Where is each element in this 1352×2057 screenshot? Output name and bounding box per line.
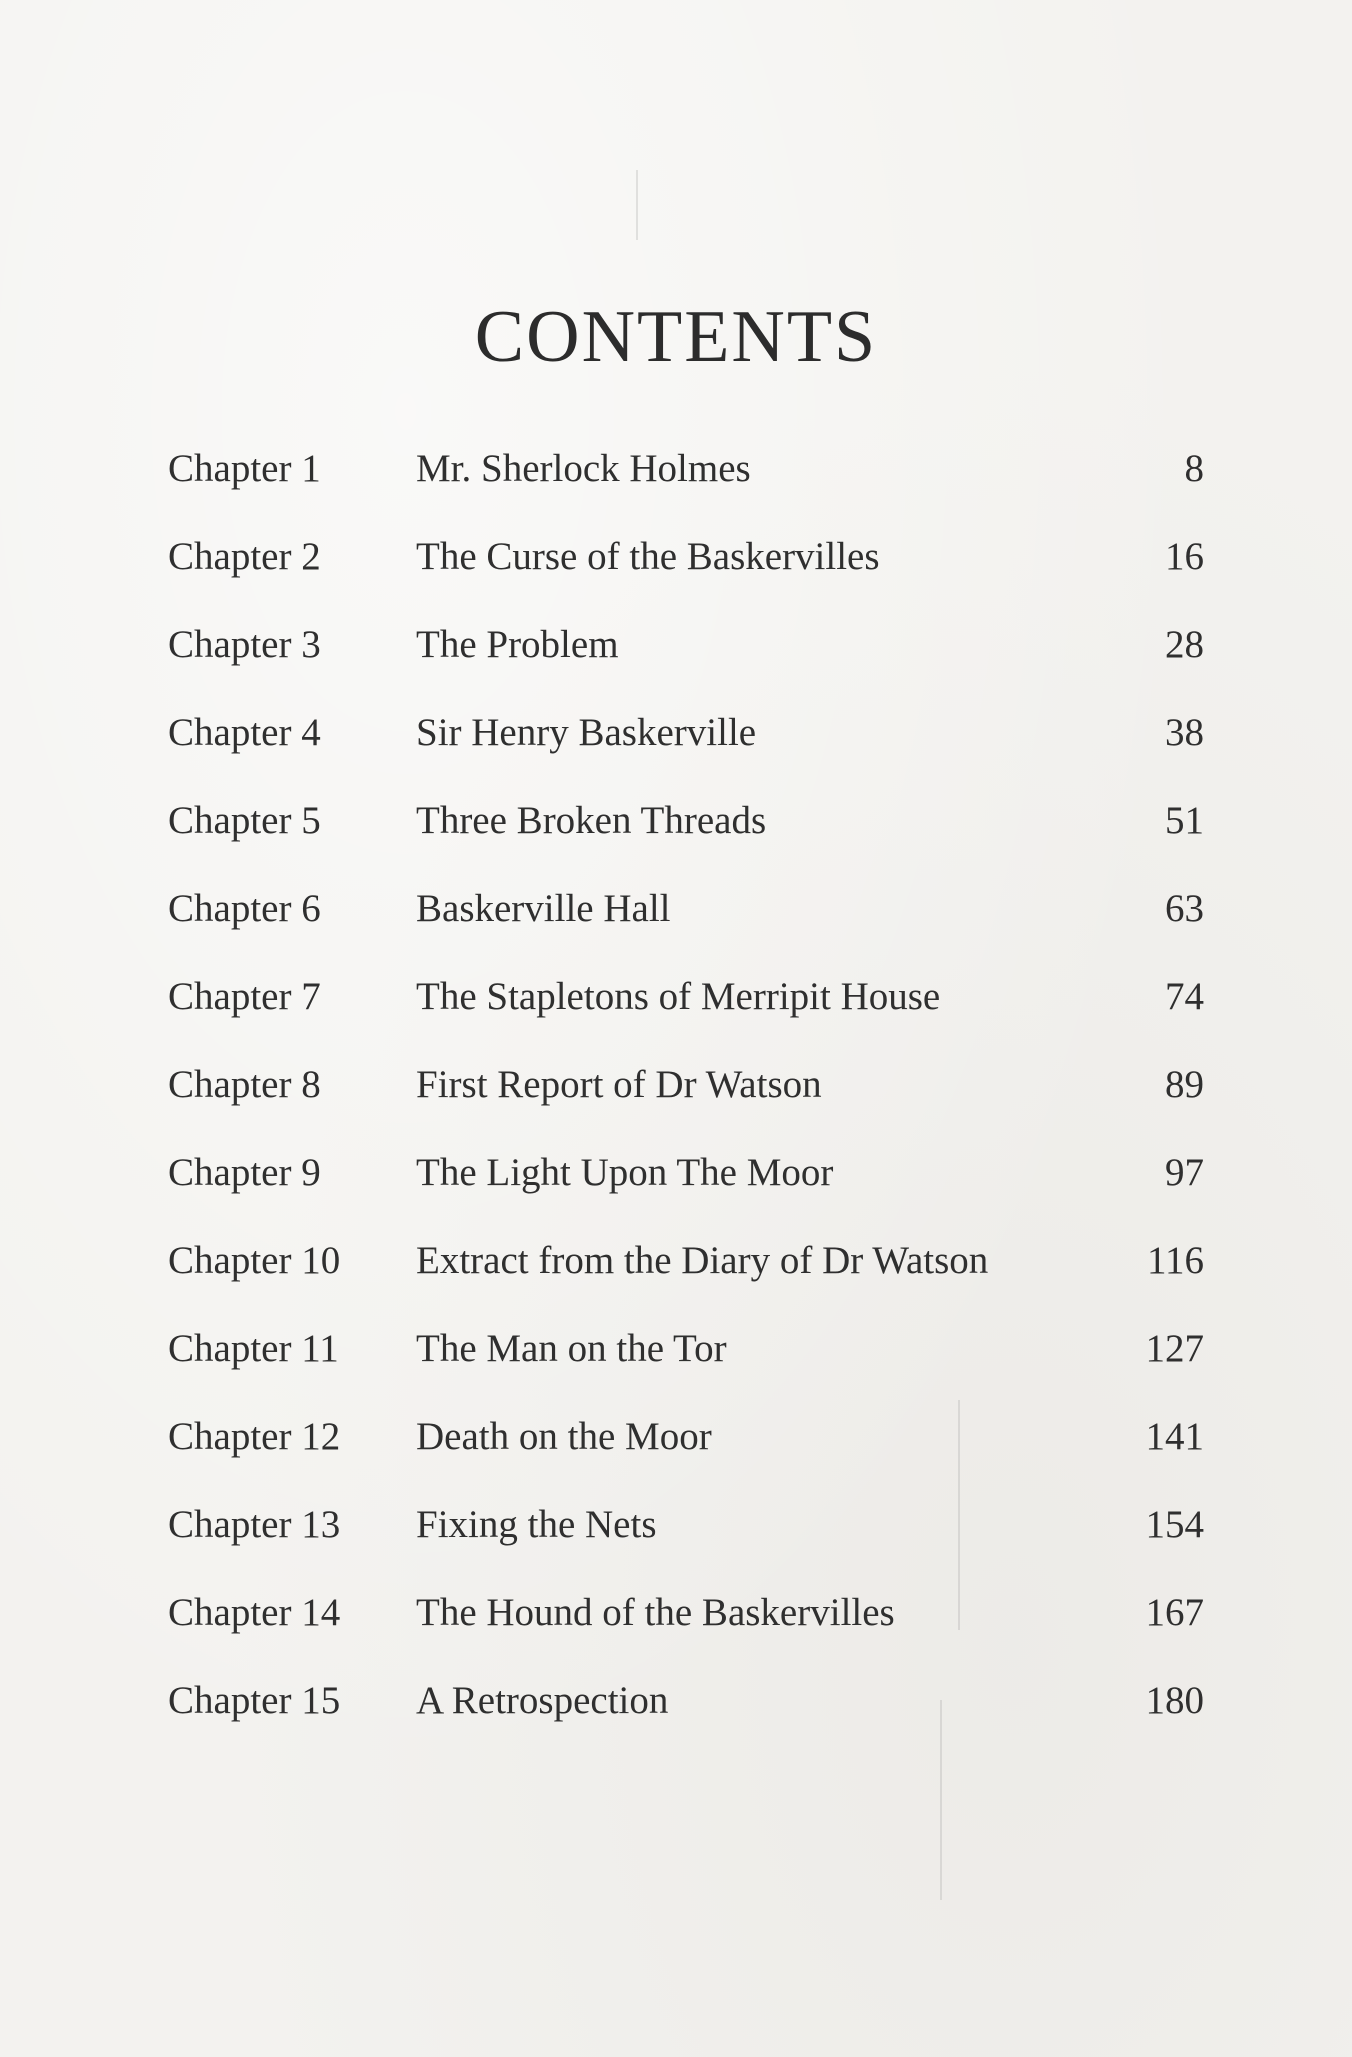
chapter-title: The Curse of the Baskervilles — [416, 535, 880, 578]
page-title: CONTENTS — [474, 296, 878, 378]
page-number: 127 — [1145, 1327, 1204, 1370]
page-number: 51 — [1165, 799, 1204, 842]
page-number: 38 — [1165, 711, 1204, 754]
chapter-number: Chapter 4 — [168, 711, 321, 754]
page-number: 28 — [1165, 623, 1204, 666]
chapter-number: Chapter 2 — [168, 535, 321, 578]
toc-entry — [168, 1141, 1204, 1229]
toc-entry — [168, 701, 1204, 789]
chapter-number: Chapter 10 — [168, 1239, 341, 1282]
page-number: 116 — [1146, 1239, 1204, 1282]
toc-entry — [168, 1317, 1204, 1405]
chapter-title: Death on the Moor — [416, 1415, 712, 1458]
toc-entry — [168, 1229, 1204, 1317]
chapter-title: First Report of Dr Watson — [416, 1063, 822, 1106]
chapter-title: Baskerville Hall — [416, 887, 671, 930]
chapter-number: Chapter 6 — [168, 887, 321, 930]
page-number: 154 — [1145, 1503, 1204, 1546]
chapter-title: The Stapletons of Merripit House — [416, 975, 941, 1018]
toc-entry — [168, 1581, 1204, 1669]
chapter-number: Chapter 1 — [168, 447, 321, 490]
chapter-title: The Man on the Tor — [416, 1327, 727, 1370]
chapter-title: The Light Upon The Moor — [416, 1151, 834, 1194]
page-number: 141 — [1145, 1415, 1204, 1458]
chapter-number: Chapter 12 — [168, 1415, 341, 1458]
table-of-contents — [168, 437, 1204, 1757]
chapter-title: Three Broken Threads — [416, 799, 767, 842]
page-number: 8 — [1184, 447, 1204, 490]
chapter-title: Fixing the Nets — [416, 1503, 657, 1546]
toc-entry — [168, 965, 1204, 1053]
chapter-title: Extract from the Diary of Dr Watson — [416, 1239, 989, 1282]
chapter-number: Chapter 3 — [168, 623, 321, 666]
chapter-number: Chapter 15 — [168, 1679, 341, 1722]
chapter-number: Chapter 11 — [168, 1327, 339, 1370]
page-number: 74 — [1165, 975, 1204, 1018]
chapter-title: A Retrospection — [416, 1679, 669, 1722]
chapter-title: The Hound of the Baskervilles — [416, 1591, 895, 1634]
page-number: 16 — [1165, 535, 1204, 578]
page-number: 63 — [1165, 887, 1204, 930]
page-number: 180 — [1145, 1679, 1204, 1722]
toc-entry — [168, 1493, 1204, 1581]
chapter-number: Chapter 14 — [168, 1591, 341, 1634]
toc-entry — [168, 789, 1204, 877]
toc-entry — [168, 437, 1204, 525]
toc-entry — [168, 877, 1204, 965]
page-number: 89 — [1165, 1063, 1204, 1106]
page-number: 167 — [1145, 1591, 1204, 1634]
toc-entry — [168, 525, 1204, 613]
chapter-number: Chapter 13 — [168, 1503, 341, 1546]
toc-entry — [168, 613, 1204, 701]
chapter-number: Chapter 7 — [168, 975, 321, 1018]
chapter-number: Chapter 9 — [168, 1151, 321, 1194]
chapter-title: Sir Henry Baskerville — [416, 711, 757, 754]
chapter-title: Mr. Sherlock Holmes — [416, 447, 751, 490]
page-crease-mark — [636, 170, 638, 240]
chapter-title: The Problem — [416, 623, 619, 666]
toc-entry — [168, 1669, 1204, 1757]
toc-entry — [168, 1053, 1204, 1141]
page-number: 97 — [1165, 1151, 1204, 1194]
toc-entry — [168, 1405, 1204, 1493]
chapter-number: Chapter 8 — [168, 1063, 321, 1106]
chapter-number: Chapter 5 — [168, 799, 321, 842]
